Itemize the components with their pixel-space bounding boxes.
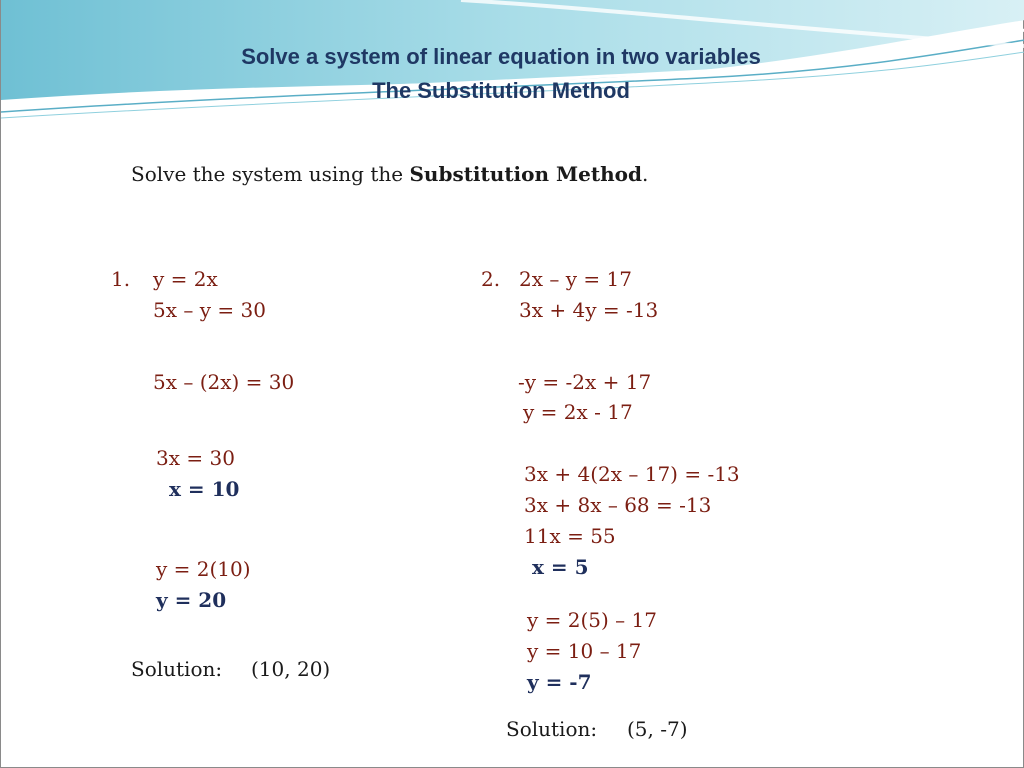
problem1-step1: 5x – (2x) = 30 — [153, 370, 295, 394]
problem2-step7: y = 10 – 17 — [527, 639, 642, 663]
problem2-step5: 11x = 55 — [524, 524, 616, 548]
instruction-text — [131, 162, 648, 186]
problem2-number: 2. — [481, 267, 501, 291]
problem2-step4: 3x + 8x – 68 = -13 — [524, 493, 712, 517]
problem2-eq1: 2x – y = 17 — [519, 267, 632, 291]
problem1-eq1: y = 2x — [153, 267, 218, 291]
problem2-x-result: x = 5 — [532, 555, 589, 579]
problem2-step6: y = 2(5) – 17 — [527, 608, 657, 632]
problem2-step3: 3x + 4(2x – 17) = -13 — [524, 462, 740, 486]
slide-title-line1: Solve a system of linear equation in two variables — [241, 44, 761, 69]
problem1-step2: 3x = 30 — [156, 446, 235, 470]
instruction-emphasis: Substitution Method — [409, 162, 642, 186]
problem2-y-result: y = -7 — [527, 670, 592, 694]
problem2-step1: -y = -2x + 17 — [518, 370, 652, 394]
problem1-step3: y = 2(10) — [156, 557, 251, 581]
problem1-eq2: 5x – y = 30 — [153, 298, 266, 322]
problem2-eq2: 3x + 4y = -13 — [519, 298, 659, 322]
instruction-prefix: Solve the system using the — [131, 162, 410, 186]
problem2-solution-value: (5, -7) — [627, 717, 688, 741]
slide-title-line2: The Substitution Method — [372, 78, 630, 103]
problem1-x-result: x = 10 — [169, 477, 240, 501]
problem1-solution-value: (10, 20) — [251, 657, 331, 681]
problem2-solution-label: Solution: — [506, 717, 598, 741]
instruction-suffix: . — [641, 162, 649, 186]
problem2-step2: y = 2x - 17 — [523, 400, 633, 424]
problem1-solution-label: Solution: — [131, 657, 223, 681]
problem1-y-result: y = 20 — [156, 588, 227, 612]
problem1-number: 1. — [111, 267, 131, 291]
